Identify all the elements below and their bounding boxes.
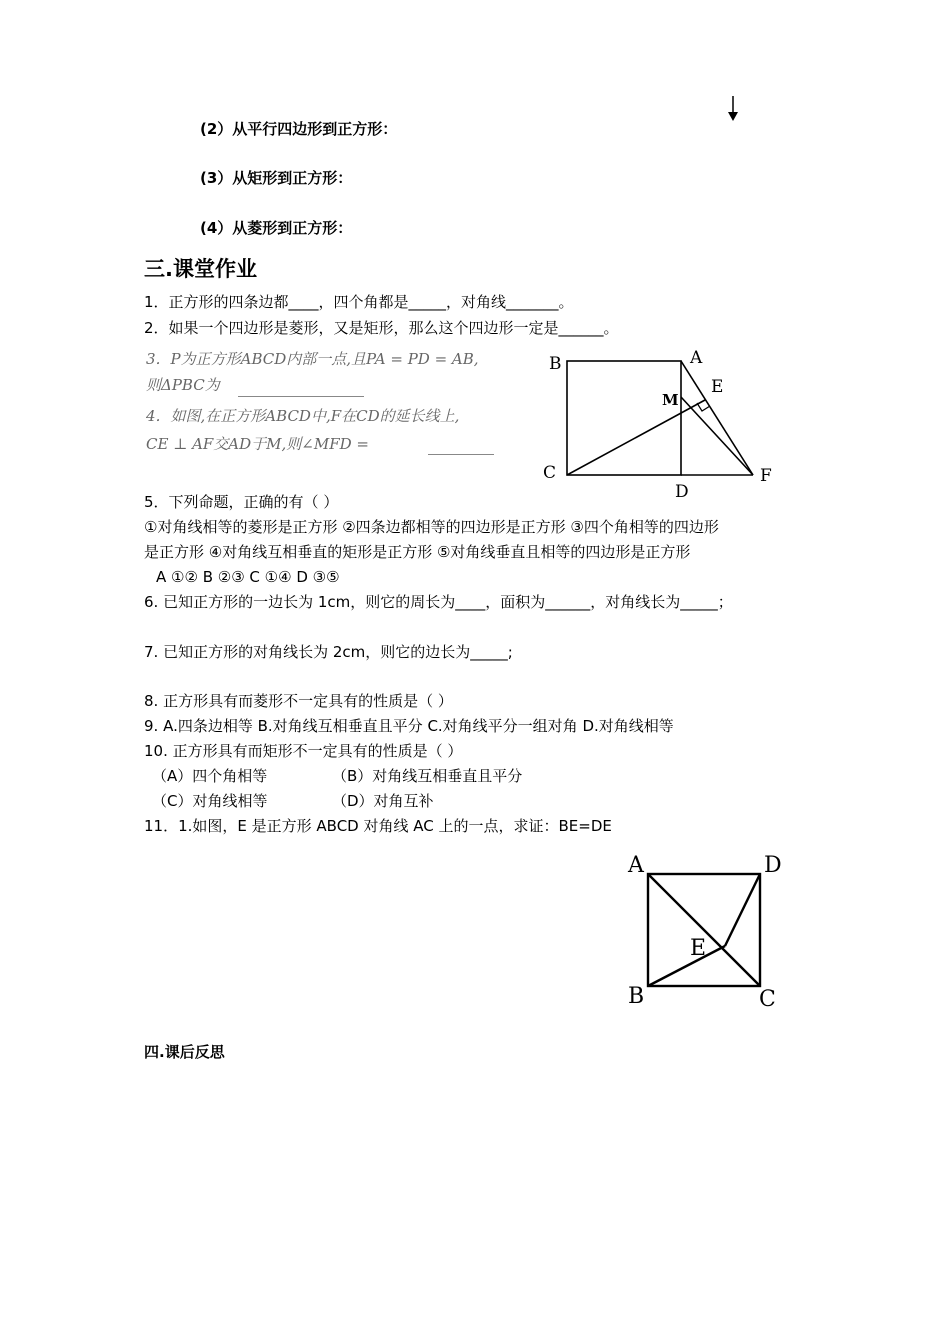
figure-square-abcd-with-f xyxy=(535,345,785,505)
question-10-option-b: （B）对角线互相垂直且平分 xyxy=(332,767,523,785)
segment-be xyxy=(648,946,725,986)
question-2: 2．如果一个四边形是菱形，又是矩形，那么这个四边形一定是______。 xyxy=(144,319,619,337)
label-C: C xyxy=(759,987,776,1012)
question-8: 8. 正方形具有而菱形不一定具有的性质是（ ） xyxy=(144,692,453,710)
label-B: B xyxy=(549,354,562,374)
question-5-options: A ①② B ②③ C ①④ D ③⑤ xyxy=(156,568,340,586)
question-9: 9. A.四条边相等 B.对角线互相垂直且平分 C.对角线平分一组对角 D.对角线相等 xyxy=(144,717,674,735)
segment-mf xyxy=(681,397,753,475)
diagonal-ac xyxy=(648,874,760,986)
question-6: 6. 已知正方形的一边长为 1cm，则它的周长为____，面积为______，对角线长为_____； xyxy=(144,593,733,611)
question-3-line1: 3．P为正方形ABCD内部一点,且PA = PD = AB, xyxy=(146,350,479,368)
square-outline xyxy=(567,361,681,475)
segment-ce xyxy=(567,400,705,475)
label-C: C xyxy=(543,463,557,483)
question-11: 11．1.如图，E 是正方形 ABCD 对角线 AC 上的一点，求证：BE=DE xyxy=(144,817,612,835)
question-4-line1: 4．如图,在正方形ABCD中,F在CD的延长线上, xyxy=(146,407,460,425)
top-item-4: (4）从菱形到正方形： xyxy=(200,219,353,237)
label-D: D xyxy=(675,482,689,502)
question-5-line1: ①对角线相等的菱形是正方形 ②四条边都相等的四边形是正方形 ③四个角相等的四边形 xyxy=(144,518,719,536)
question-10-option-a: （A）四个角相等 xyxy=(152,767,268,785)
answer-blank xyxy=(428,454,494,455)
question-5-line2: 是正方形 ④对角线互相垂直的矩形是正方形 ⑤对角线垂直且相等的四边形是正方形 xyxy=(144,543,691,561)
label-D: D xyxy=(764,853,782,878)
question-3-line2: 则ΔPBC为 xyxy=(146,376,220,394)
question-1: 1．正方形的四条边都____，四个角都是_____，对角线_______。 xyxy=(144,293,574,311)
top-item-3: (3）从矩形到正方形： xyxy=(200,169,353,187)
question-4-line2: CE ⊥ AF交AD于M,则∠MFD = xyxy=(146,435,369,453)
question-10: 10. 正方形具有而矩形不一定具有的性质是（ ） xyxy=(144,742,463,760)
figure-square-abcd-point-e xyxy=(622,848,787,1013)
question-7: 7. 已知正方形的对角线长为 2cm，则它的边长为_____; xyxy=(144,643,513,661)
label-E: E xyxy=(711,377,724,397)
section3-title: 三.课堂作业 xyxy=(144,257,257,281)
label-E: E xyxy=(690,936,707,961)
label-M: M xyxy=(662,391,679,409)
question-10-option-c: （C）对角线相等 xyxy=(152,792,268,810)
question-10-option-d: （D）对角互补 xyxy=(332,792,434,810)
label-F: F xyxy=(760,466,772,486)
label-A: A xyxy=(628,853,644,878)
down-arrow-icon xyxy=(726,96,740,122)
question-5-title: 5．下列命题，正确的有（ ） xyxy=(144,493,339,511)
label-B: B xyxy=(628,984,645,1009)
top-item-2: (2）从平行四边形到正方形： xyxy=(200,120,398,138)
section4-title: 四.课后反思 xyxy=(144,1043,225,1061)
label-A: A xyxy=(690,348,703,368)
answer-blank xyxy=(238,396,364,397)
segment-de xyxy=(725,874,760,946)
